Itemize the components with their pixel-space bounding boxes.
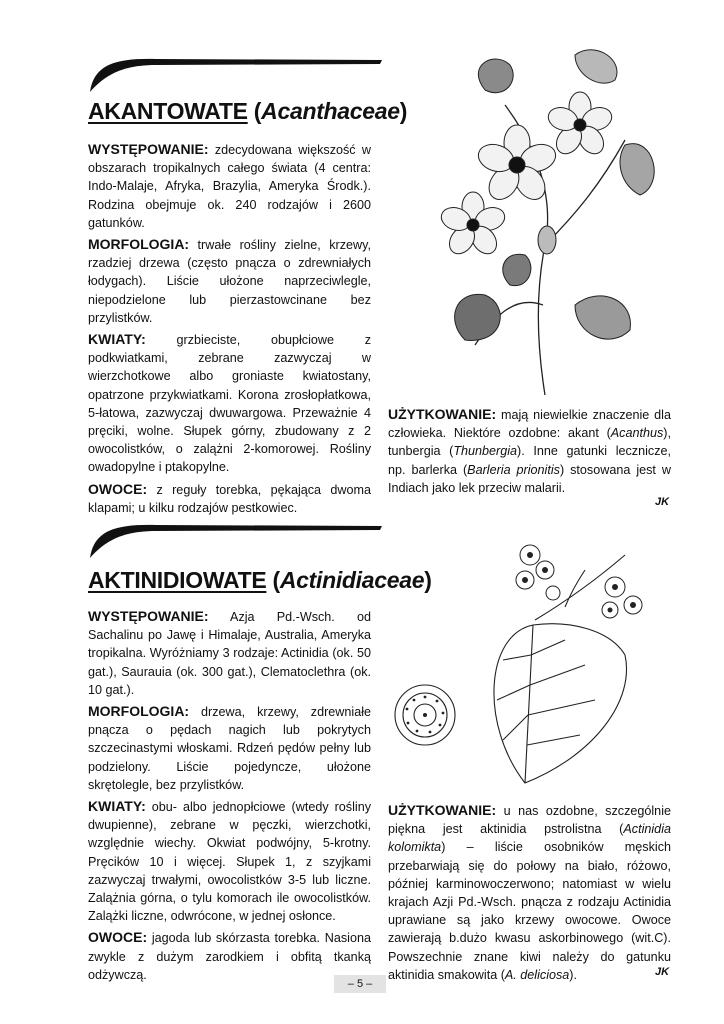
latin-name: Acanthaceae xyxy=(261,98,400,124)
paragraph-occurrence: WYSTĘPOWANIE: zdecydowana większość w obszarach tropikalnych całego świata (4 centra: Indo-Malaje, Afryka, Brazylia, Ameryka Środk.). Rodzina obejmuje ok. 240 rodzajów i 2600 gatunków. xyxy=(88,141,371,230)
actinidia-illustration xyxy=(385,525,675,795)
paragraph-occurrence: WYSTĘPOWANIE: Azja Pd.-Wsch. od Sachalinu po Jawę i Himalaje, Australia, Ameryka tropikalna. Wyróżniamy 3 rodzaje: Actinidia (ok. 50 gat.), Saurauia (ok. 300 gat.), Clematoclethra (ok. 10 gat.). xyxy=(88,608,371,697)
family-name: AKTINIDIOWATE xyxy=(88,567,267,593)
section-body-acanthaceae xyxy=(88,140,371,520)
decorative-swoosh xyxy=(86,518,386,560)
page-number: – 5 – xyxy=(334,975,386,993)
author-signature: JK xyxy=(655,966,670,978)
paragraph-morphology: MORFOLOGIA: trwałe rośliny zielne, krzewy, rzadziej drzewa (często pnącza o zdrewniałych łodygach). Liście ułożone naprzeciwlegle, niepodzielone lub pierzastowcinane bez przylistków. xyxy=(88,236,371,325)
decorative-swoosh xyxy=(86,52,386,94)
thunbergia-illustration xyxy=(425,45,665,400)
paragraph-flowers: KWIATY: obu- albo jednopłciowe (wtedy rośliny dwupienne), zebrane w pęczki, wierzchotki, względnie wiechy. Okwiat podwójny, 5-krotny. Pręcików 10 i więcej. Słupek 1, z szyjkami zazwyczaj trwałymi, owocolistków 3-5 lub liczne. Zalążnia górna, o tylu komorach ile owocolistków. Zalążki liczne, odwrócone, w jednej osłonce. xyxy=(88,798,371,924)
author-signature: JK xyxy=(655,496,670,508)
section-title-actinidiaceae: AKTINIDIOWATE (Actinidiaceae) xyxy=(88,567,432,593)
section-title-acanthaceae: AKANTOWATE (Acanthaceae) xyxy=(88,98,408,124)
usage-acanthaceae: UŻYTKOWANIE: mają niewielkie znaczenie dla człowieka. Niektóre ozdobne: akant (Acanthus), tunbergia (Thunbergia). Inne gatunki lecznicze, np. barlerka (Barleria prionitis) stosowana jest w Indiach jako lek przeciw malarii. xyxy=(388,406,671,495)
paragraph-flowers: KWIATY: grzbieciste, obupłciowe z podkwiatkami, zebrane zazwyczaj w wierzchotkowe albo groniaste kwiatostany, opatrzone przykwiatkami. Korona zrosłopłatkowa, 5-łatowa, zazwyczaj dwuwargowa. Przeważnie 4 pręciki, wolne. Słupek górny, zbudowany z 2 owocolistków, o zalążni 2-komorowej. Rośliny owadopylne i ptakopylne. xyxy=(88,331,371,475)
paragraph-morphology: MORFOLOGIA: drzewa, krzewy, zdrewniałe pnącza o pędach nagich lub pokrytych szczecinastymi włoskami. Rdzeń pędów pełny lub podzielony. Liście pojedyncze, ułożone skrętolegle, bez przylistków. xyxy=(88,703,371,792)
family-name: AKANTOWATE xyxy=(88,98,248,124)
paragraph-fruits: OWOCE: jagoda lub skórzasta torebka. Nasiona zwykle z dużym zarodkiem i obfitą tkanką odżywczą. xyxy=(88,929,371,982)
usage-actinidiaceae: UŻYTKOWANIE: u nas ozdobne, szczególnie piękna jest aktinidia pstrolistna (Actinidia kolomikta) – liście osobników męskich przebarwiają się do połowy na biało, różowo, później karminowoczerwono; natomiast w wielu krajach Azji Pd.-Wsch. pnącza z rodzaju Actinidia uprawiane są jako krzewy owocowe. Owoce zawierają b.dużo kwasu askorbinowego (wit.C). Powszechnie znane kiwi należy do gatunku aktinidia smakowita (A. deliciosa). xyxy=(388,802,671,982)
section-body-actinidiaceae xyxy=(88,607,371,987)
paragraph-fruits: OWOCE: z reguły torebka, pękająca dwoma klapami; u kilku rodzajów pestkowiec. xyxy=(88,480,371,515)
latin-name: Actinidiaceae xyxy=(279,567,425,593)
